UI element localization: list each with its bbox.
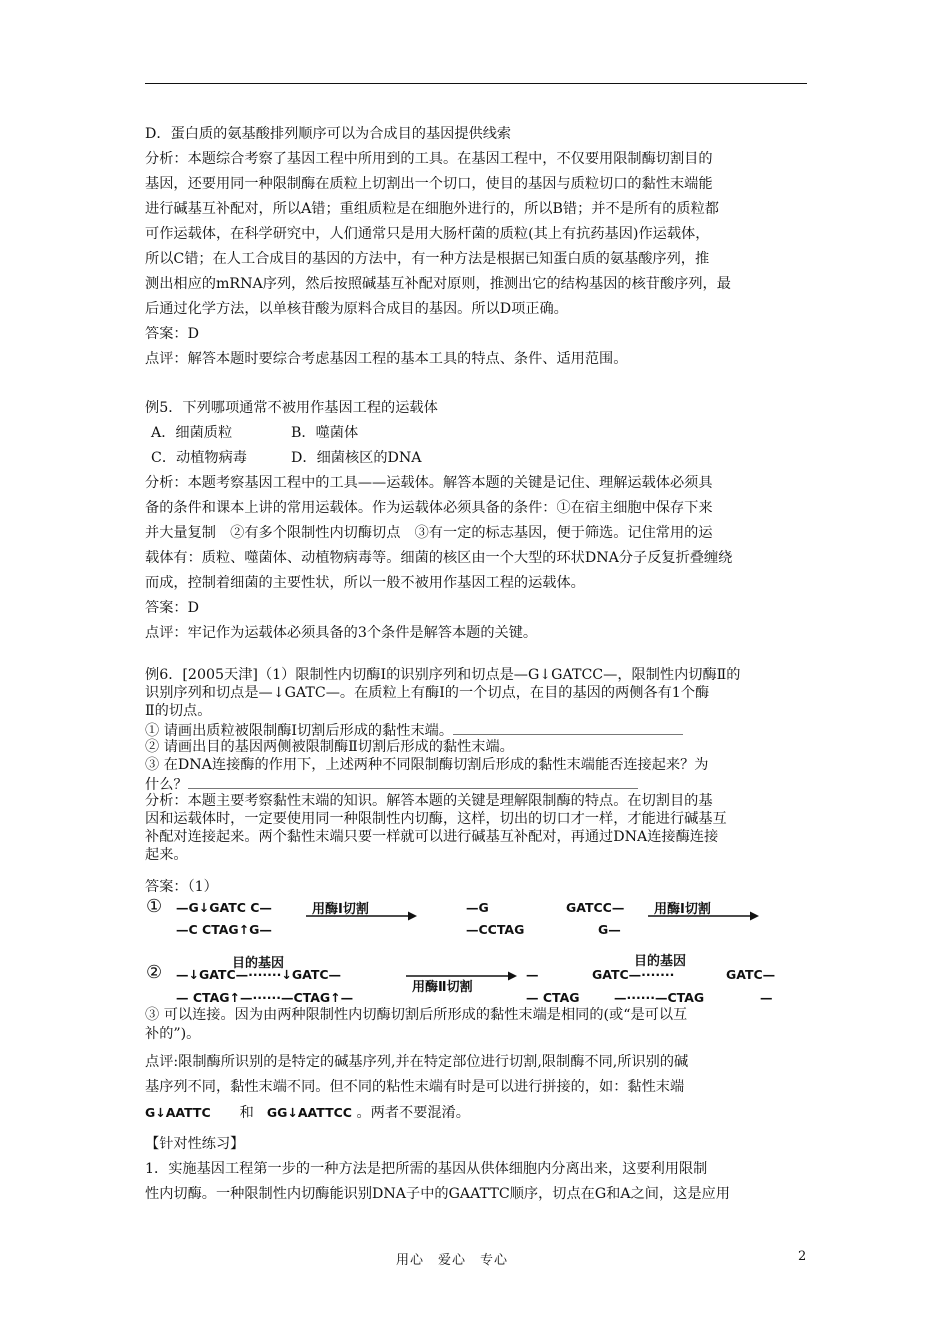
fragment-1-top: —G xyxy=(466,900,489,915)
analysis-line: 并大量复制 ②有多个限制性内切酶切点 ③有一定的标志基因，便于筛选。记住常用的运 xyxy=(145,525,713,541)
analysis-line: 起来。 xyxy=(145,847,188,863)
comment-line: 点评:限制酶所识别的是特定的碱基序列,并在特定部位进行切割,限制酶不同,所识别的碱 xyxy=(145,1054,689,1070)
example-6-line: 识别序列和切点是—↓GATC—。在质粒上有酶Ⅰ的一个切点，在目的基因的两侧各有1个酶 xyxy=(145,685,710,701)
gene-fragment-1-bottom: — CTAG xyxy=(526,990,580,1005)
answer-3-line: ③ 可以连接。因为由两种限制性内切酶切割后所形成的黏性末端是相同的(或“是可以互 xyxy=(145,1007,688,1023)
gene-fragment-2-top: GATC—······· xyxy=(592,967,675,982)
analysis-line: 因和运载体时，一定要使用同一种限制性内切酶，这样，切出的切口才一样，才能进行碱基互 xyxy=(145,811,727,827)
answer-blank xyxy=(188,774,638,789)
example-6-line: 例6．[2005天津]（1）限制性内切酶Ⅰ的识别序列和切点是—G↓GATCC—，限制性内切酶Ⅱ的 xyxy=(145,667,741,683)
option-b: B．噬菌体 xyxy=(291,425,359,441)
plasmid-bottom-strand: —C CTAG↑G— xyxy=(176,922,272,937)
block-analysis-4 xyxy=(145,122,810,372)
answer-line: 答案：D xyxy=(145,600,199,616)
target-gene-label: 目的基因 xyxy=(232,956,285,971)
footer-motto: 用心 爱心 专心 xyxy=(396,1253,509,1268)
sticky-tail: 。两者不要混淆。 xyxy=(356,1105,470,1121)
example-6 xyxy=(145,666,810,896)
enzyme-1-label: 用酶Ⅰ切割 xyxy=(312,902,369,917)
analysis-line: 测出相应的mRNA序列，然后按照碱基互补配对原则，推测出它的结构基因的核苷酸序列，最 xyxy=(145,276,731,292)
gene-fragment-2-bottom: —······—CTAG xyxy=(614,990,705,1005)
row-2-number: ② xyxy=(146,962,163,983)
arrow-right-icon xyxy=(406,970,518,982)
gene-bottom-strand: — CTAG↑—······—CTAG↑— xyxy=(176,990,354,1005)
option-row xyxy=(145,446,810,471)
answer-3-line: 补的”)。 xyxy=(145,1026,201,1042)
example-6-line: Ⅱ的切点。 xyxy=(145,703,212,719)
option-row xyxy=(145,421,810,446)
question-3-tail: 什么？ xyxy=(145,777,188,793)
fragment-2-bottom: G— xyxy=(598,922,621,937)
sticky-end-example xyxy=(145,1100,810,1125)
question-1 xyxy=(145,720,810,738)
row-1-number: ① xyxy=(146,896,163,917)
arrow-right-icon xyxy=(648,910,760,922)
answer-line: 答案：D xyxy=(145,326,199,342)
practice-section xyxy=(145,1132,810,1207)
answer-3-and-comment xyxy=(145,1006,810,1125)
example-5-title: 例5．下列哪项通常不被用作基因工程的运载体 xyxy=(145,400,438,416)
analysis-line: 基因，还要用同一种限制酶在质粒上切割出一个切口，使目的基因与质粒切口的黏性末端能 xyxy=(145,176,713,192)
answer-blank xyxy=(453,720,683,735)
enzyme-1-label-repeat: 用酶Ⅰ切割 xyxy=(654,902,711,917)
gene-fragment-3-bottom: — xyxy=(760,990,773,1005)
fragment-1-bottom: —CCTAG xyxy=(466,922,525,937)
answer-line: 答案：（1） xyxy=(145,879,218,895)
sticky-end-diagram xyxy=(140,892,810,1012)
analysis-line: 分析：本题主要考察黏性末端的知识。解答本题的关键是理解限制酶的特点。在切割目的基 xyxy=(145,793,713,809)
gene-top-strand: —↓GATC—·······↓GATC— xyxy=(176,967,342,982)
analysis-line: 分析：本题考察基因工程中的工具——运载体。解答本题的关键是记住、理解运载体必须具 xyxy=(145,475,713,491)
example-5 xyxy=(145,396,810,646)
analysis-line: 可作运载体，在科学研究中，人们通常只是用大肠杆菌的质粒(其上有抗药基因)作运载体， xyxy=(145,226,710,242)
question-2 xyxy=(145,738,810,756)
practice-line: 性内切酶。一种限制性内切酶能识别DNA子中的GAATTC顺序，切点在G和A之间，这是应用 xyxy=(145,1186,730,1202)
option-a: A．细菌质粒 xyxy=(151,425,233,441)
option-c: C．动植物病毒 xyxy=(151,450,247,466)
comment-line: 基序列不同，黏性末端不同。但不同的粘性末端有时是可以进行拼接的，如：黏性末端 xyxy=(145,1079,685,1095)
target-gene-label-repeat: 目的基因 xyxy=(634,954,687,969)
sticky-end-a: G↓AATTC xyxy=(145,1105,211,1120)
analysis-line: 所以C错；在人工合成目的基因的方法中，有一种方法是根据已知蛋白质的氨基酸序列，推 xyxy=(145,251,710,267)
analysis-line: 后通过化学方法，以单核苷酸为原料合成目的基因。所以D项正确。 xyxy=(145,301,568,317)
gene-fragment-1-top: — xyxy=(526,967,539,982)
analysis-line: 备的条件和课本上讲的常用运载体。作为运载体必须具备的条件：①在宿主细胞中保存下来 xyxy=(145,500,713,516)
comment-line: 点评：解答本题时要综合考虑基因工程的基本工具的特点、条件、适用范围。 xyxy=(145,351,628,367)
analysis-line: 补配对连接起来。两个黏性末端只要一样就可以进行碱基互补配对，再通过DNA连接酶连接 xyxy=(145,829,719,845)
question-3: ③ 在DNA连接酶的作用下，上述两种不同限制酶切割后形成的黏性末端能否连接起来？为 xyxy=(145,757,709,773)
header-rule xyxy=(145,83,807,84)
practice-header: 【针对性练习】 xyxy=(145,1136,245,1152)
practice-line: 1．实施基因工程第一步的一种方法是把所需的基因从供体细胞内分离出来，这要利用限制 xyxy=(145,1161,708,1177)
plasmid-top-strand: —G↓GATC C— xyxy=(176,900,272,915)
analysis-line: 分析：本题综合考察了基因工程中所用到的工具。在基因工程中，不仅要用限制酶切割目的 xyxy=(145,151,713,167)
page-number: 2 xyxy=(798,1249,807,1264)
analysis-line: 进行碱基互补配对，所以A错；重组质粒是在细胞外进行的，所以B错；并不是所有的质粒都 xyxy=(145,201,719,217)
question-3-cont xyxy=(145,774,810,792)
option-d-line: D．蛋白质的氨基酸排列顺序可以为合成目的基因提供线索 xyxy=(145,126,512,142)
question-2-text: ② 请画出目的基因两侧被限制酶Ⅱ切割后形成的黏性末端。 xyxy=(145,739,514,755)
analysis-line: 载体有：质粒、噬菌体、动植物病毒等。细菌的核区由一个大型的环状DNA分子反复折叠缠绕 xyxy=(145,550,733,566)
option-d: D．细菌核区的DNA xyxy=(291,450,422,466)
arrow-right-icon xyxy=(306,910,418,922)
sticky-end-b: GG↓AATTCC xyxy=(266,1105,352,1120)
question-1-text: ① 请画出质粒被限制酶Ⅰ切割后形成的黏性末端。 xyxy=(145,723,454,739)
fragment-2-top: GATCC— xyxy=(566,900,625,915)
enzyme-2-label: 用酶Ⅱ切割 xyxy=(412,980,473,995)
and-word: 和 xyxy=(239,1105,254,1121)
analysis-line: 而成，控制着细菌的主要性状，所以一般不被用作基因工程的运载体。 xyxy=(145,575,585,591)
gene-fragment-3-top: GATC— xyxy=(726,967,776,982)
comment-line: 点评：牢记作为运载体必须具备的3个条件是解答本题的关键。 xyxy=(145,625,538,641)
